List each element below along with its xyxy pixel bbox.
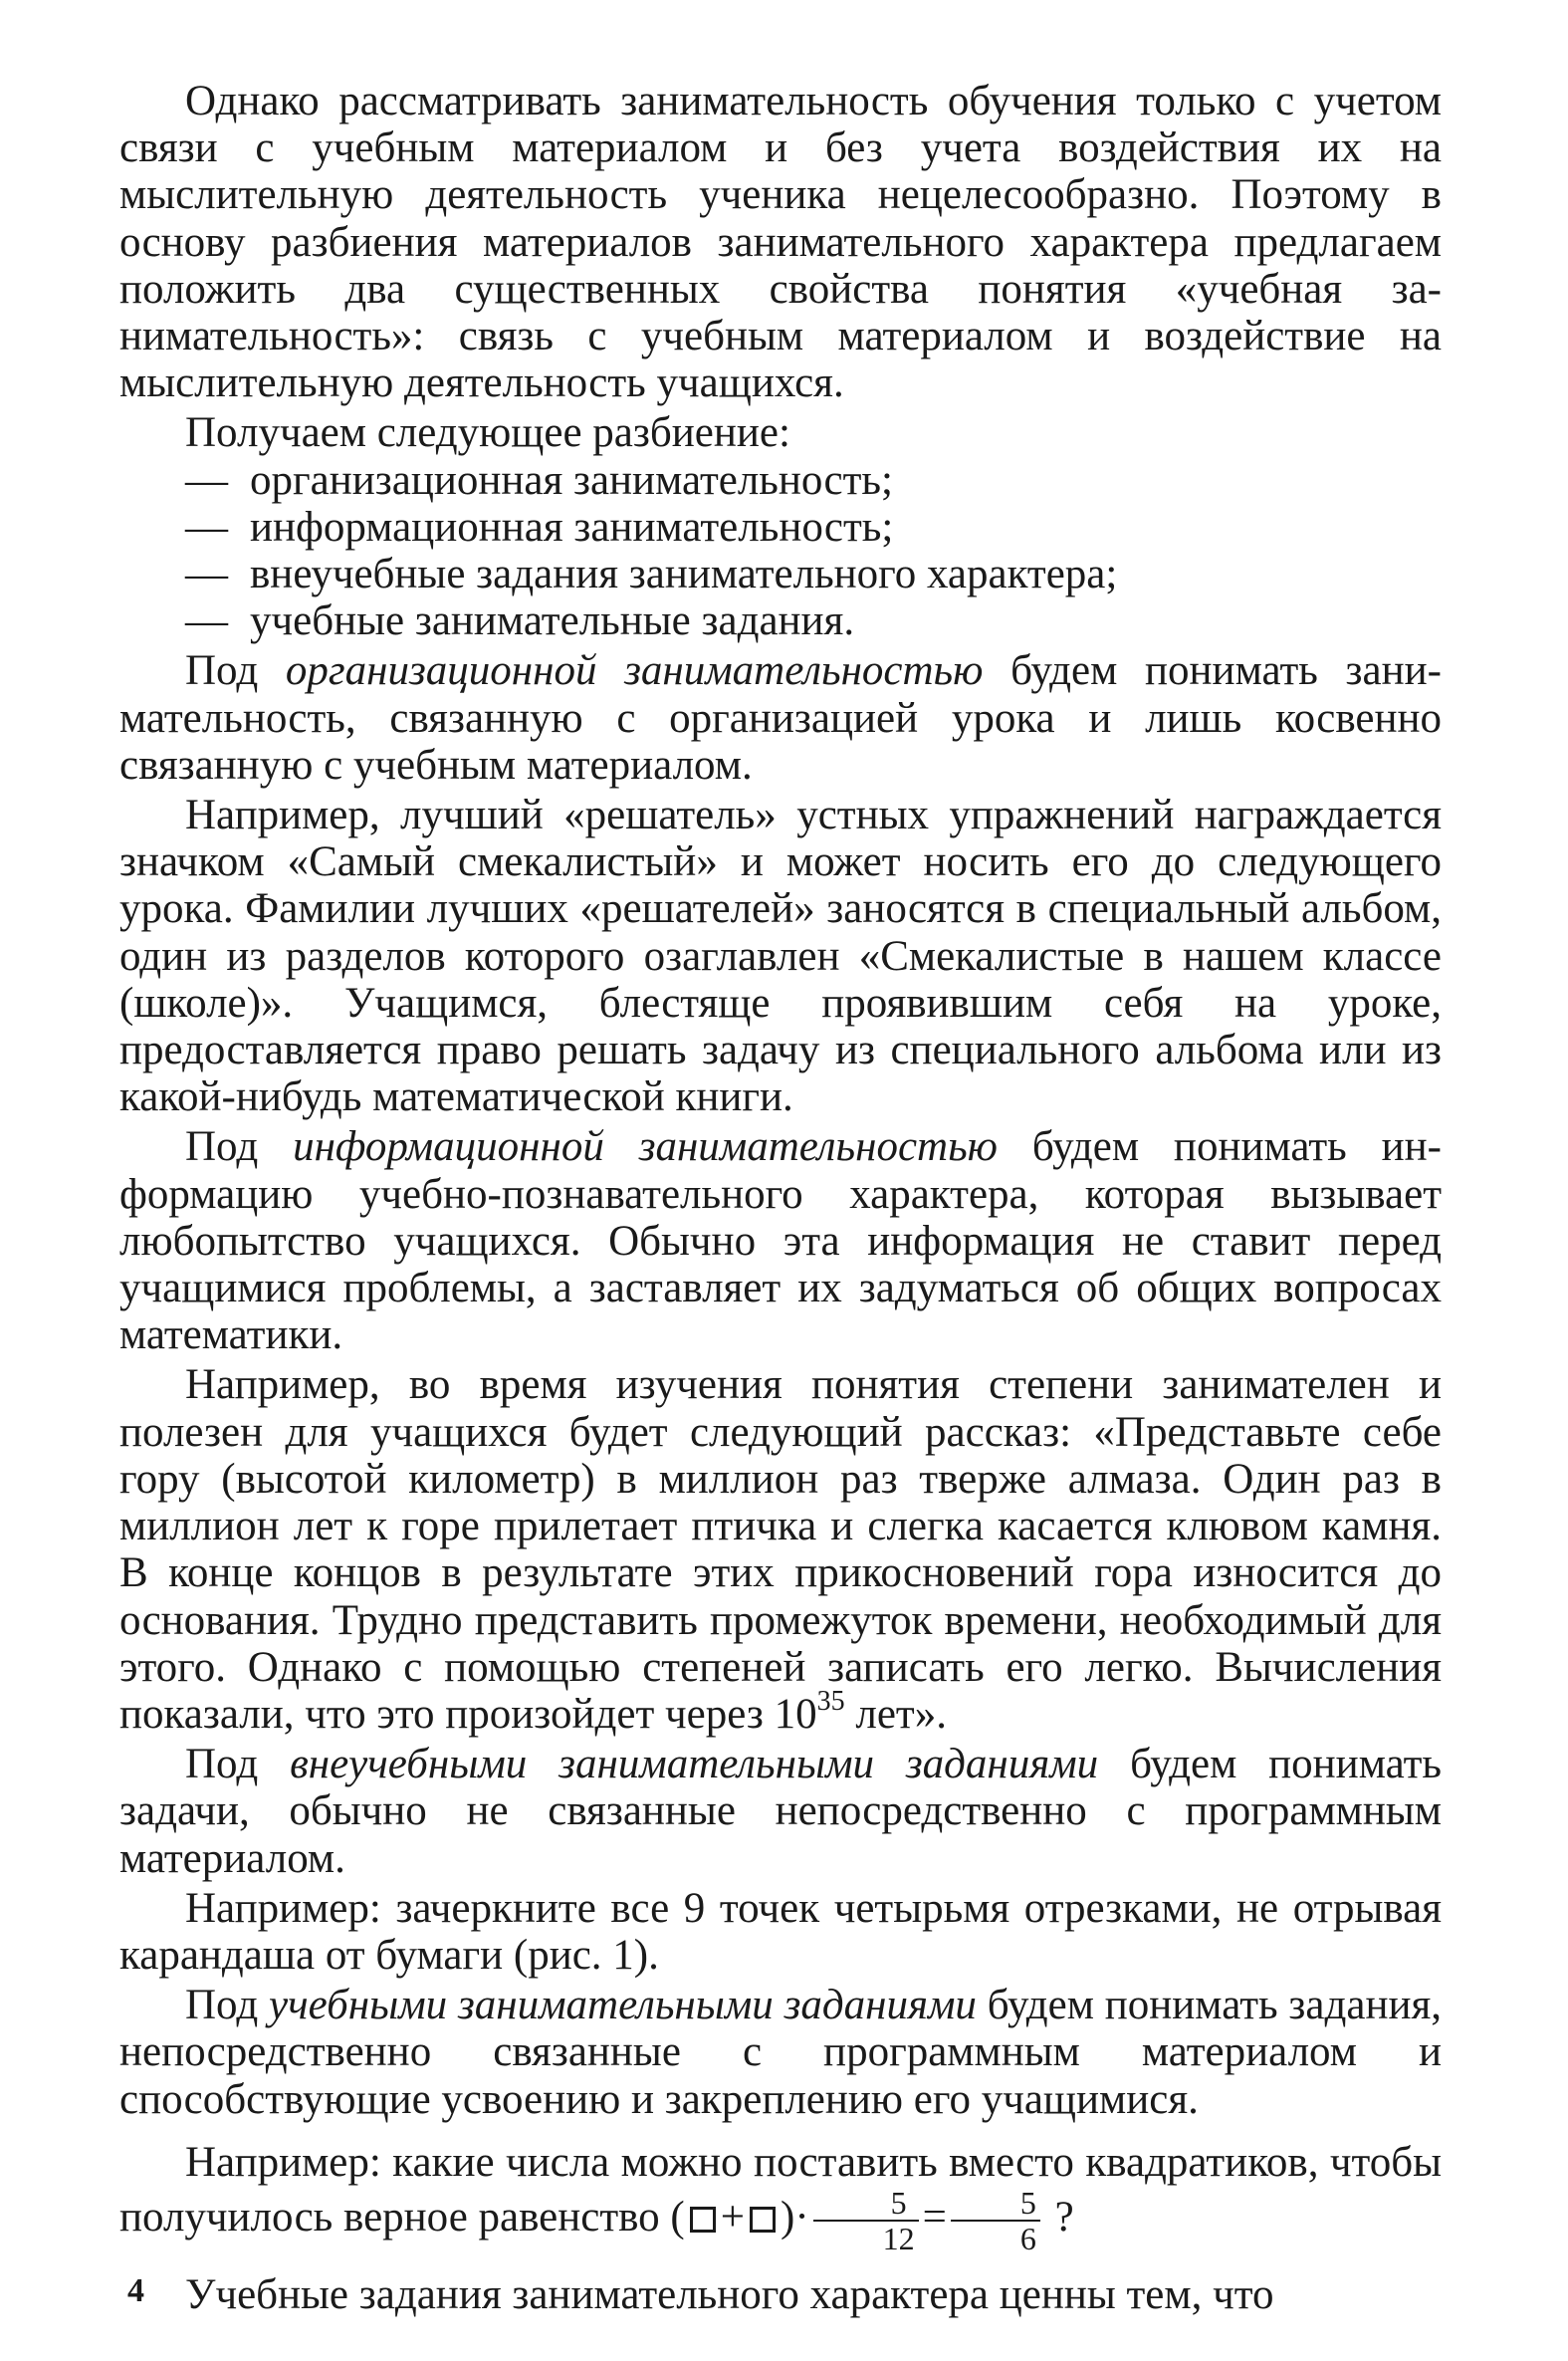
paragraph-organizational: Под организационной занимательностью будем понимать занимательность, связанную с организацией урока и лишь косвенно связанную с учебным материалом. [119,647,1442,789]
power-exponent: 35 [816,1685,845,1717]
page-body [119,78,1442,2318]
term-organizational: организационной занимательностью [285,647,984,695]
term-extracurricular: внеучебными занимательными заданиями [290,1741,1099,1788]
partition-list [119,457,1442,645]
paragraph-example-4: Например: какие числа можно поставить вместо квадратиков, чтобы получилось верное равенство ( + )· $\frac{5}{12}$ = $\frac{5}{6}$ ? [119,2138,1442,2256]
page-number: 4 [127,2272,144,2309]
paragraph-educational: Под учебными занимательными заданиями будем понимать задания, непосредственно связанные с программным материалом и способствующие усвоению и закреплению его учащимися. [119,1982,1442,2123]
paragraph-2: Получаем следующее разбиение: [185,409,790,457]
paragraph-informational: Под информационной занимательностью будем понимать информацию учебно-познавательного характера, которая вызывает любопытство учащихся. Обычно эта информация не ставит перед учащимися проблемы, а заставляет их задуматься об общих вопросах математики. [119,1123,1442,1359]
term-informational: информационной занимательностью [293,1123,998,1171]
term-educational: учебными занимательными заданиями [269,1982,977,2029]
list-item: — внеучебные задания занимательного характера; [185,551,1118,598]
empty-square-icon [690,2207,716,2233]
fraction-5-6: $\frac{5}{6}$ [951,2186,1040,2255]
list-item: — учебные занимательные задания. [185,597,855,645]
paragraph-example-3: Например: зачеркните все 9 точек четырьмя отрезками, не отрывая карандаша от бумаги (рис. 1). [119,1884,1442,1979]
paragraph-closing: Учебные задания занимательного характера ценны тем, что [185,2270,1274,2318]
power-base: 10 [774,1690,817,1738]
list-item: — организационная занимательность; [185,456,893,504]
paragraph-example-1: Например, лучший «решатель» устных упражнений награждается значком «Самый смекалистый» и может носить его до следующего урока. Фамилии лучших «решателей» заносятся в специальный альбом, один из разделов которого озаглавлен «Смекалистые в нашем классе (школе)». Учащимся, блестяще проявившим себя на уроке, предоставляется право решать задачу из специального альбома или из какой-нибудь математической книги. [119,792,1442,1121]
equation: ( + )· $\frac{5}{12}$ = $\frac{5}{6}$ ? [670,2184,1074,2256]
paragraph-1: Однако рассматривать занимательность обучения только с учетом связи с учебным материалом и без учета воздействия их на мыслительную деятельность ученика нецелесообразно. Поэтому в основу разбиения материалов занимательного характера предлагаем положить два существенных свойства понятия «учебная занимательность»: связь с учебным материалом и воздействие на мыслительную деятельность учащихся. [119,78,1442,407]
empty-square-icon [750,2207,776,2233]
fraction-5-12: $\frac{5}{12}$ [813,2186,919,2255]
paragraph-extracurricular: Под внеучебными занимательными заданиями будем понимать задачи, обычно не связанные непосредственно с программным материалом. [119,1741,1442,1882]
paragraph-example-2: Например, во время изучения понятия степени занимателен и полезен для учащихся будет следующий рассказ: «Представьте себе гору (высотой километр) в миллион раз тверже алмаза. Один раз в миллион лет к горе прилетает птичка и слегка касается клювом камня. В конце концов в результате этих прикосновений гора износится до основания. Трудно представить промежуток времени, необходимый для этого. Однако с помощью степеней записать его легко. Вычисления показали, что это произойдет через $10^{35}$ лет». [119,1361,1442,1738]
list-item: — информационная занимательность; [185,503,894,551]
